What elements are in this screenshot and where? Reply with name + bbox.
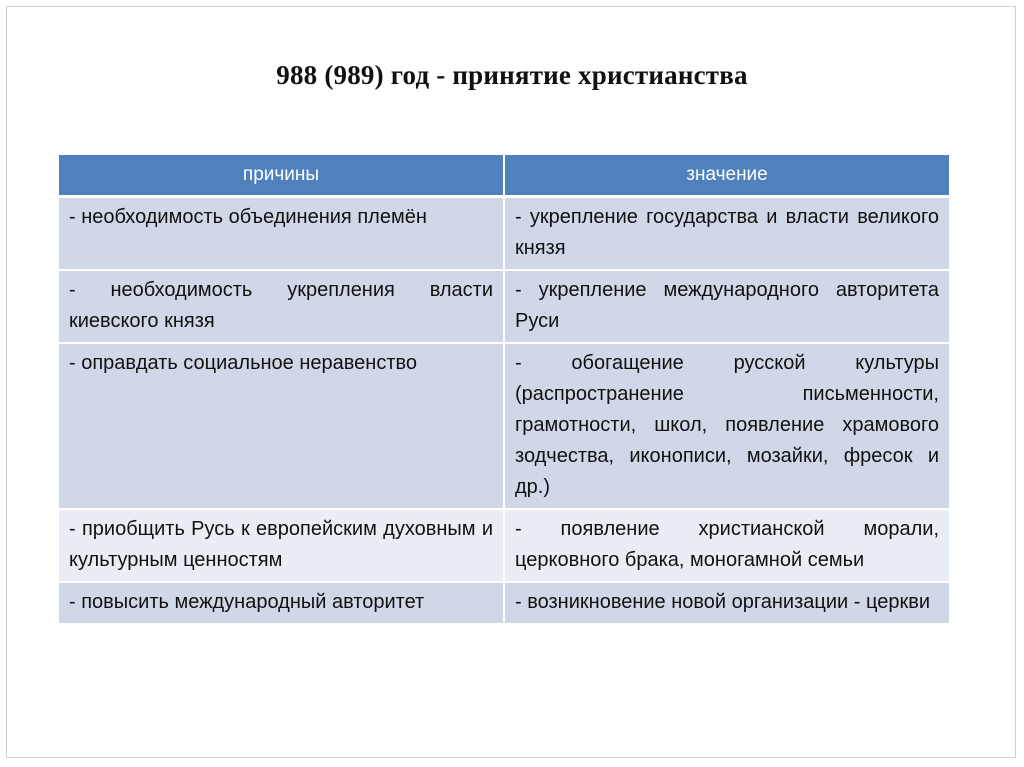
reason-cell: - повысить международный авторитет: [59, 582, 504, 624]
significance-cell: - возникновение новой организации - церкви: [504, 582, 949, 624]
header-reasons: причины: [59, 155, 504, 197]
reasons-significance-table: [59, 155, 949, 625]
table-row: [59, 270, 949, 343]
significance-cell: - обогащение русской культуры (распространение письменности, грамотности, школ, появление храмового зодчества, иконописи, мозайки, фресок и др.): [504, 343, 949, 509]
page-title: 988 (989) год - принятие христианства: [276, 60, 748, 90]
reason-cell: - оправдать социальное неравенство: [59, 343, 504, 509]
significance-cell: - укрепление международного авторитета Руси: [504, 270, 949, 343]
significance-cell: - укрепление государства и власти великого князя: [504, 197, 949, 271]
table-row: [59, 343, 949, 509]
reason-cell: - необходимость укрепления власти киевского князя: [59, 270, 504, 343]
table-header-row: [59, 155, 949, 197]
header-significance: значение: [504, 155, 949, 197]
reason-cell: - приобщить Русь к европейским духовным и культурным ценностям: [59, 509, 504, 582]
significance-cell: - появление христианской морали, церковного брака, моногамной семьи: [504, 509, 949, 582]
table-row: [59, 509, 949, 582]
table-row: [59, 197, 949, 271]
reason-cell: - необходимость объединения племён: [59, 197, 504, 271]
table-row: [59, 582, 949, 624]
